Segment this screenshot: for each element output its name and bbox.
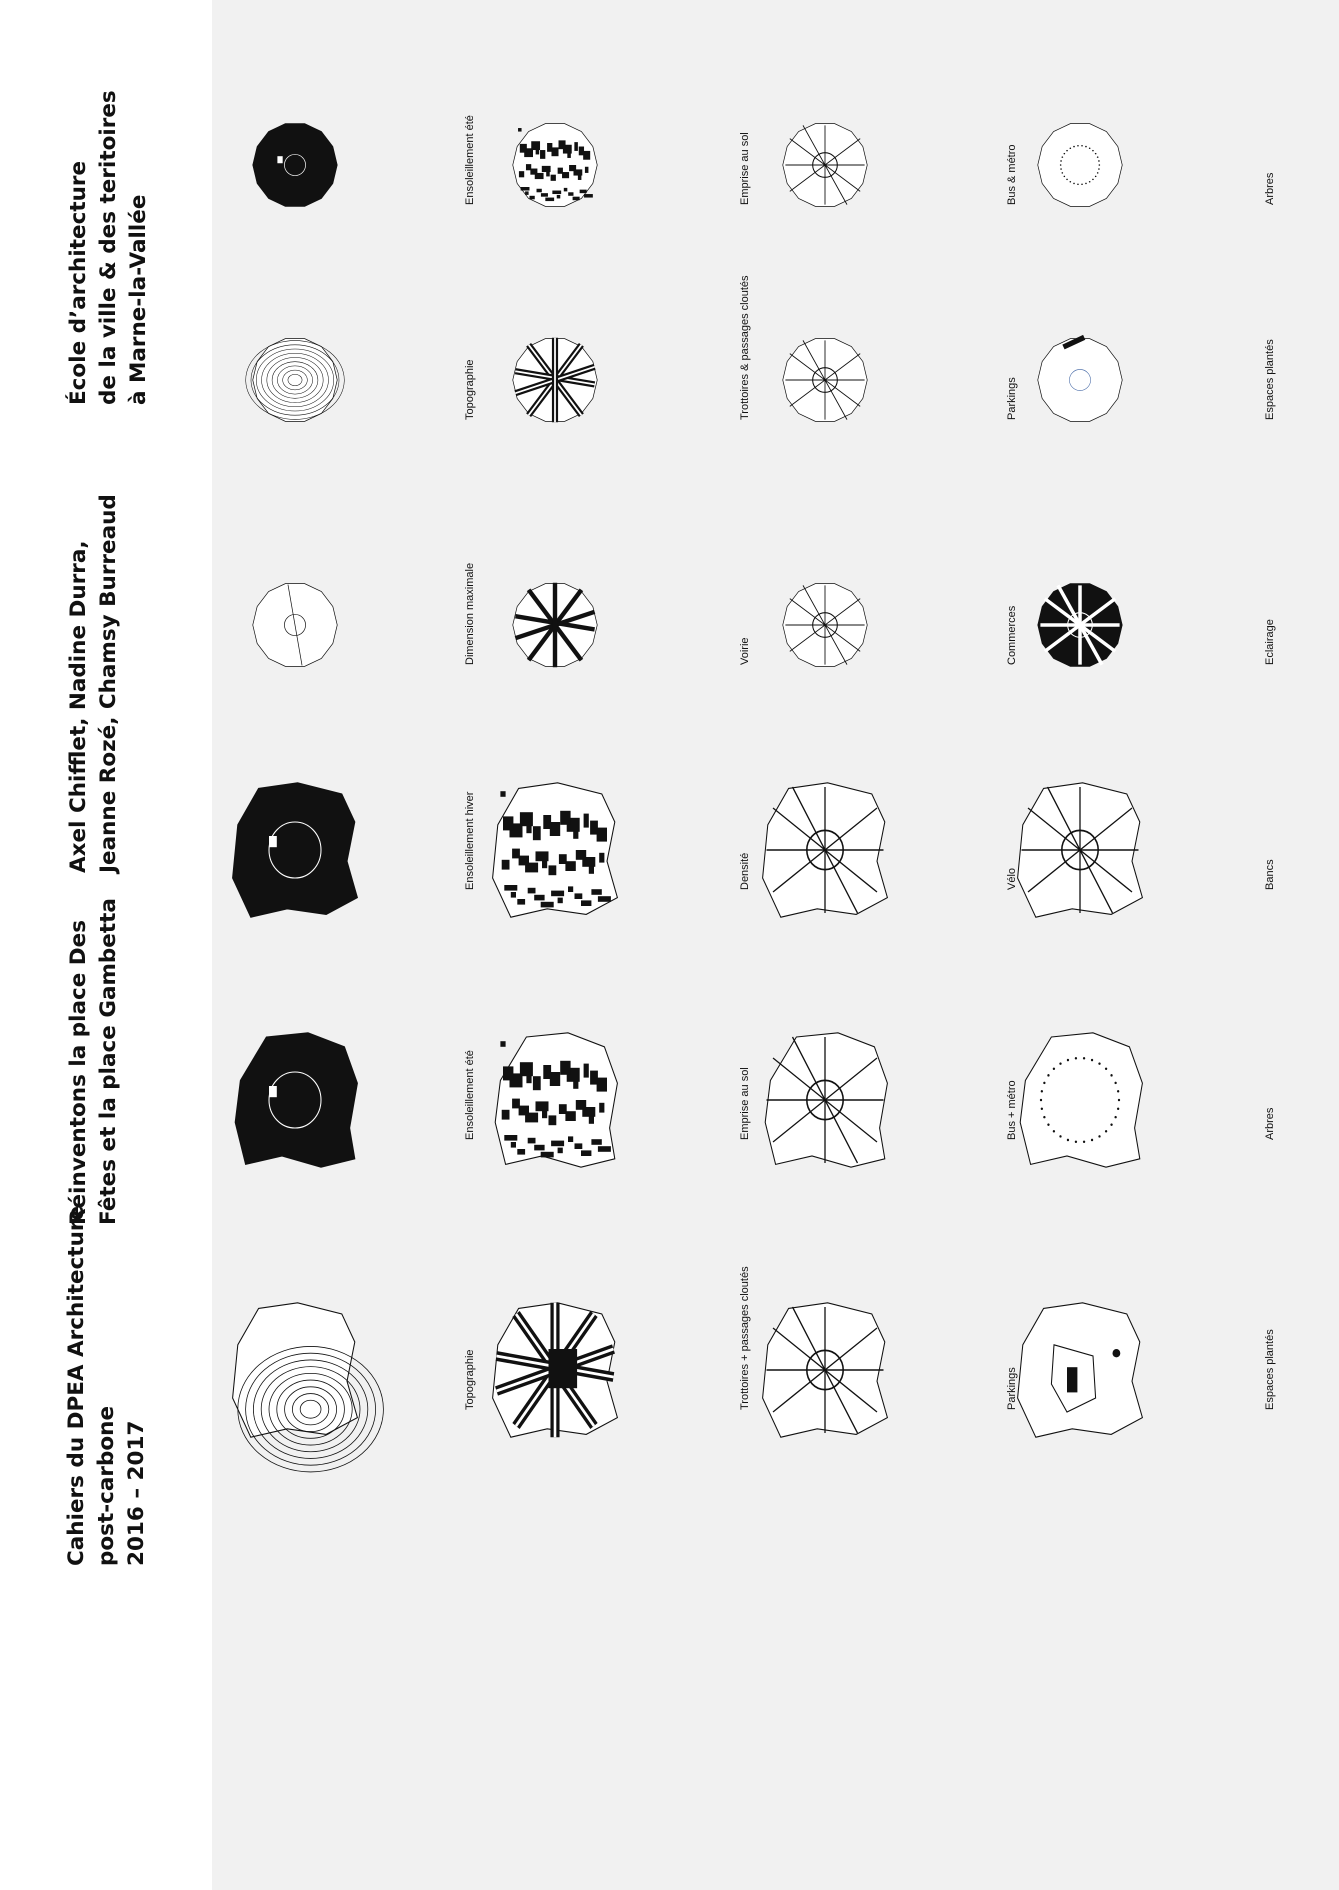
buildings-map [490,780,620,920]
dimension-map [251,581,339,669]
sidewalk-map [511,336,599,424]
title-line: Axel Chifflet, Nadine Durra, [66,540,91,873]
contour-map [251,336,339,424]
map-caption: Espaces plantés [1264,339,1276,420]
map-caption: Bus + métro [1006,1080,1018,1140]
trees-map [1036,121,1124,209]
title-line: de la ville & des teritoires [96,90,121,405]
map-caption: Topographie [464,1349,476,1410]
map-caption: Emprise au sol [739,1067,751,1140]
map-caption: Eclairage [1264,619,1276,665]
roads-map [781,121,869,209]
black-map [230,780,360,920]
buildings-map [511,121,599,209]
title-line: Cahiers du DPEA Architecture [64,1205,89,1566]
map-caption: Parkings [1006,377,1018,420]
map-caption: Densité [739,852,751,890]
title-line: Réinventons la place Des [66,919,91,1225]
map-caption: Trottoires & passages cloutés [739,275,751,420]
contour-map [230,1300,360,1440]
title-column-1 [62,1206,152,1566]
roads-map [760,1300,890,1440]
title-column-4 [64,90,154,405]
map-caption: Emprise au sol [739,132,751,205]
map-caption: Vélo [1006,867,1018,890]
roads-map [1015,780,1145,920]
plants-map [1036,336,1124,424]
plants-map [1015,1300,1145,1440]
map-caption: Arbres [1264,172,1276,205]
map-caption: Dimension maximale [464,562,476,665]
black-map [230,1030,360,1170]
title-column-2 [64,898,124,1225]
buildings-map [490,1030,620,1170]
roads-map [760,780,890,920]
roads-map [781,581,869,669]
roads-map [781,336,869,424]
voirie-map [511,581,599,669]
map-caption: Commerces [1006,605,1018,665]
map-caption: Voirie [739,637,751,665]
black-map [251,121,339,209]
map-caption: Parkings [1006,1367,1018,1410]
title-line: Fêtes et la place Gambetta [96,898,121,1225]
trees-map [1015,1030,1145,1170]
map-caption: Bancs [1264,859,1276,890]
map-caption: Espaces plantés [1264,1329,1276,1410]
map-caption: Bus & métro [1006,144,1018,205]
title-line: École d’architecture [66,160,91,405]
map-caption: Trottoires + passages cloutés [739,1266,751,1410]
title-line: post-carbone [94,1405,119,1566]
roads-map [760,1030,890,1170]
sidewalk-map [490,1300,620,1440]
title-line: 2016 – 2017 [124,1420,149,1566]
grey-background-panel [212,0,1339,1890]
map-caption: Arbres [1264,1107,1276,1140]
map-caption: Ensoleillement été [464,115,476,205]
map-caption: Ensoleillement hiver [464,791,476,890]
title-line: Jeanne Rozé, Chamsy Burreaud [96,494,121,873]
map-caption: Ensoleillement été [464,1050,476,1140]
title-line: à Marne-la-Vallée [126,194,151,405]
lighting-map [1036,581,1124,669]
map-caption: Topographie [464,359,476,420]
title-column-3 [64,494,124,873]
